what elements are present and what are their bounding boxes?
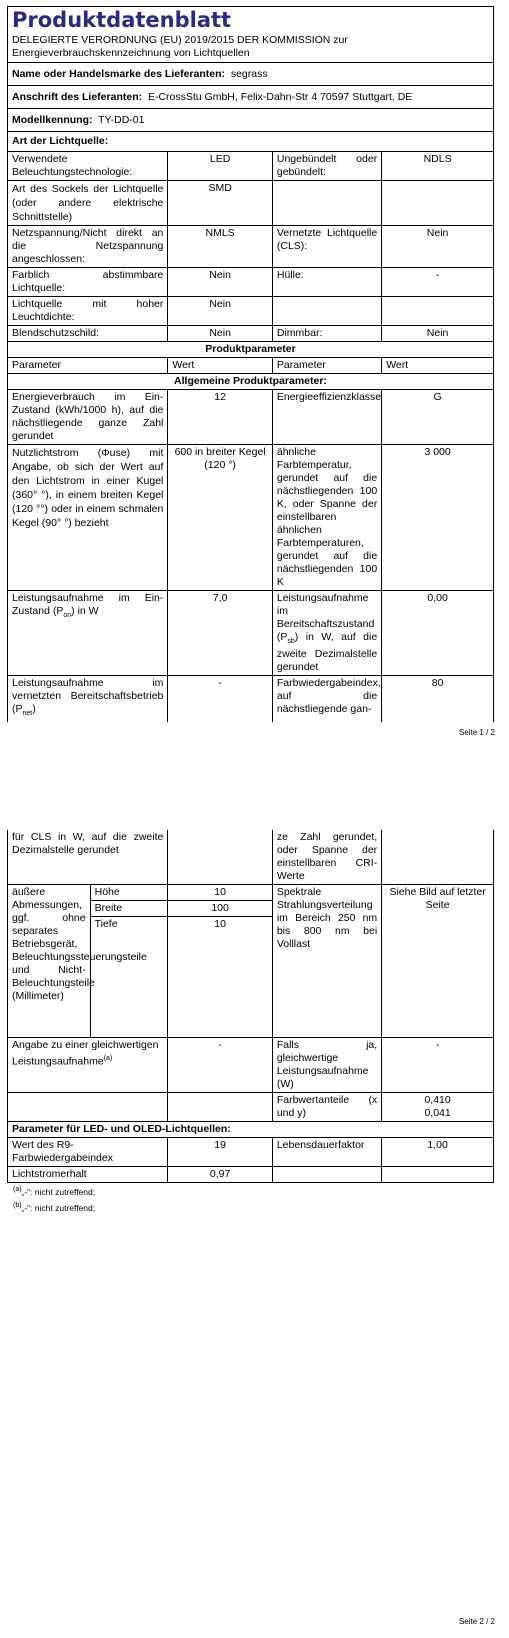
table-row bbox=[8, 885, 494, 901]
empty-cell bbox=[382, 297, 494, 326]
eec-label: Energieeffizienzklasse bbox=[272, 390, 381, 445]
tech-label: Verwendete Beleuchtungstechnologie: bbox=[8, 152, 168, 181]
footnote-a-text: „-“: nicht zutreffend; bbox=[21, 1186, 96, 1197]
envelope-label: Hülle: bbox=[272, 268, 381, 297]
glare-value: Nein bbox=[168, 326, 272, 342]
spd-label: Spektrale Strahlungsverteilung im Bereich 250 nm bis 800 nm bei Volllast bbox=[272, 885, 381, 1038]
survival-value: 1,00 bbox=[382, 1138, 494, 1167]
r9-label: Wert des R9-Farbwiedergabeindex bbox=[8, 1138, 168, 1167]
envelope-value: - bbox=[382, 268, 494, 297]
col-header-value: Wert bbox=[382, 358, 494, 374]
table-row bbox=[8, 297, 494, 326]
glare-label: Blendschutzschild: bbox=[8, 326, 168, 342]
tunable-value: Nein bbox=[168, 268, 272, 297]
eec-value: G bbox=[382, 390, 494, 445]
tunable-label: Farblich abstimmbare Lichtquelle: bbox=[8, 268, 168, 297]
flux-value: 600 in breiter Kegel (120 °) bbox=[168, 445, 272, 591]
chroma-y: 0,041 bbox=[424, 1107, 451, 1119]
height-label: Höhe bbox=[90, 885, 168, 901]
mains-value: NMLS bbox=[168, 226, 272, 268]
pnet-sub: net bbox=[22, 710, 33, 718]
pon-label-b: ) in W bbox=[71, 605, 99, 617]
equiv-value: - bbox=[168, 1038, 272, 1093]
pon-value: 7,0 bbox=[168, 591, 272, 676]
empty-cell bbox=[168, 830, 272, 885]
general-params-heading: Allgemeine Produktparameter: bbox=[8, 374, 494, 390]
table-row bbox=[8, 1093, 494, 1122]
table-row bbox=[8, 1138, 494, 1167]
empty-cell bbox=[272, 1167, 381, 1183]
empty-cell bbox=[8, 1093, 168, 1122]
dimmable-value: Nein bbox=[382, 326, 494, 342]
product-params-continued-table bbox=[7, 830, 494, 1183]
lumen-value: 0,97 bbox=[168, 1167, 272, 1183]
regulation-text: DELEGIERTE VERORDNUNG (EU) 2019/2015 DER KOMMISSION zur Energieverbrauchskennzeichnung von Lichtquellen bbox=[8, 34, 493, 63]
page-1 bbox=[7, 6, 494, 722]
table-row bbox=[8, 390, 494, 445]
footnote-b-mark: (b) bbox=[13, 1201, 22, 1209]
height-value: 10 bbox=[168, 885, 272, 901]
r9-value: 19 bbox=[168, 1138, 272, 1167]
table-row bbox=[8, 326, 494, 342]
led-params-heading: Parameter für LED- und OLED-Lichtquellen: bbox=[8, 1122, 494, 1138]
col-header-value: Wert bbox=[168, 358, 272, 374]
table-row bbox=[8, 676, 494, 723]
table-row bbox=[8, 1038, 494, 1093]
pon-label-a: Leistungsaufnahme im Ein-Zustand (P bbox=[12, 592, 164, 617]
energy-value: 12 bbox=[168, 390, 272, 445]
address-label: Anschrift des Lieferanten: bbox=[12, 91, 143, 103]
equiv-label bbox=[8, 1038, 168, 1093]
unbundled-value: NDLS bbox=[382, 152, 494, 181]
page-title: Produktdatenblatt bbox=[12, 8, 232, 32]
empty-cell bbox=[272, 297, 381, 326]
page-number-2: Seite 2 / 2 bbox=[458, 1617, 495, 1626]
table-row bbox=[8, 152, 494, 181]
cct-label: ähnliche Farbtemperatur, gerundet auf die nächstliegenden 100 K, oder Spanne der einstellbaren ähnlichen Farbtemperaturen, gerundet auf die nächstliegenden 100 K bbox=[272, 445, 381, 591]
footnote-a bbox=[7, 1183, 494, 1199]
model-value: TY-DD-01 bbox=[98, 114, 145, 126]
hld-label: Lichtquelle mit hoher Leuchtdichte: bbox=[8, 297, 168, 326]
cri-label-part2: ze Zahl gerundet, oder Spanne der einstellbaren CRI-Werte bbox=[272, 830, 381, 885]
dims-label: äußere Abmessungen, ggf. ohne separates Betriebsgerät, Beleuchtungssteuerungsteile und Nicht-Beleuchtungsteile (Millimeter) bbox=[8, 885, 91, 1038]
light-source-table bbox=[7, 152, 494, 722]
chroma-label: Farbwertanteile (x und y) bbox=[272, 1093, 381, 1122]
empty-cell bbox=[382, 830, 494, 885]
survival-label: Lebensdauerfaktor bbox=[272, 1138, 381, 1167]
pnet-label-continued: für CLS in W, auf die zweite Dezimalstelle gerundet bbox=[8, 830, 168, 885]
table-row bbox=[8, 1122, 494, 1138]
supplier-value: segrass bbox=[230, 68, 268, 80]
model-label: Modellkennung: bbox=[12, 114, 93, 126]
equiv-power-label: Falls ja, gleichwertige Leistungsaufnahme (W) bbox=[272, 1038, 381, 1093]
cls-value: Nein bbox=[382, 226, 494, 268]
cct-value: 3 000 bbox=[382, 445, 494, 591]
empty-cell bbox=[382, 181, 494, 226]
table-row bbox=[8, 374, 494, 390]
supplier-row bbox=[8, 63, 493, 86]
width-label: Breite bbox=[90, 901, 168, 917]
model-row bbox=[8, 109, 493, 132]
hld-value: Nein bbox=[168, 297, 272, 326]
chroma-values bbox=[382, 1093, 494, 1122]
psb-value: 0,00 bbox=[382, 591, 494, 676]
pnet-value: - bbox=[168, 676, 272, 723]
psb-label-b: ) in W, auf die zweite Dezimalstelle gerundet bbox=[276, 631, 378, 674]
table-row bbox=[8, 1167, 494, 1183]
dimmable-label: Dimmbar: bbox=[272, 326, 381, 342]
depth-label: Tiefe bbox=[90, 917, 168, 1038]
supplier-label: Name oder Handelsmarke des Lieferanten: bbox=[12, 68, 225, 80]
pon-sub: on bbox=[63, 612, 72, 620]
chroma-x: 0,410 bbox=[424, 1094, 451, 1106]
table-row bbox=[8, 181, 494, 226]
col-header-param: Parameter bbox=[8, 358, 168, 374]
cri-value: 80 bbox=[382, 676, 494, 723]
page-number-1: Seite 1 / 2 bbox=[458, 728, 495, 737]
footnote-a-mark: (a) bbox=[13, 1186, 22, 1193]
table-row bbox=[8, 830, 494, 885]
table-row bbox=[8, 342, 494, 358]
psb-label-a: Leistungsaufnahme im Bereitschaftszustand (P bbox=[276, 592, 375, 643]
product-params-heading: Produktparameter bbox=[8, 342, 494, 358]
table-row bbox=[8, 226, 494, 268]
psb-label bbox=[272, 591, 381, 676]
table-row bbox=[8, 358, 494, 374]
tech-value: LED bbox=[168, 152, 272, 181]
cls-label: Vernetzte Lichtquelle (CLS): bbox=[272, 226, 381, 268]
equiv-power-value: - bbox=[382, 1038, 494, 1093]
cap-value: SMD bbox=[168, 181, 272, 226]
empty-cell bbox=[382, 1167, 494, 1183]
psb-sub: sb bbox=[287, 638, 295, 646]
pnet-label-a: Leistungsaufnahme im vernetzten Bereitschaftsbetrieb (P bbox=[12, 677, 164, 716]
empty-cell bbox=[272, 181, 381, 226]
address-row bbox=[8, 86, 493, 109]
header-box bbox=[7, 6, 494, 152]
mains-label: Netzspannung/Nicht direkt an die Netzspannung angeschlossen: bbox=[8, 226, 168, 268]
lumen-label: Lichtstromerhalt bbox=[8, 1167, 168, 1183]
table-row bbox=[8, 268, 494, 297]
pnet-label bbox=[8, 676, 168, 723]
unbundled-label: Ungebündelt oder gebündelt: bbox=[272, 152, 381, 181]
equiv-label-text: Angabe zu einer gleichwertigen Leistungsaufnahme bbox=[12, 1039, 159, 1068]
empty-cell bbox=[168, 1093, 272, 1122]
pnet-label-b: ) bbox=[32, 703, 36, 716]
spd-value: Siehe Bild auf letzter Seite bbox=[382, 885, 494, 1038]
table-row bbox=[8, 591, 494, 676]
col-header-param: Parameter bbox=[272, 358, 381, 374]
cri-label-part1: Farbwiedergabeindex, auf die nächstliegende gan- bbox=[272, 676, 381, 723]
energy-label: Energieverbrauch im Ein-Zustand (kWh/1000 h), auf die nächstliegende ganze Zahl gerundet bbox=[8, 390, 168, 445]
cap-label: Art des Sockels der Lichtquelle (oder andere elektrische Schnittstelle) bbox=[8, 181, 168, 226]
table-row bbox=[8, 445, 494, 591]
light-source-heading: Art der Lichtquelle: bbox=[8, 132, 493, 152]
pon-label bbox=[8, 591, 168, 676]
page-2 bbox=[7, 830, 494, 1215]
equiv-sup: (a) bbox=[103, 1055, 113, 1062]
footnote-b-text: „-“: nicht zutreffend; bbox=[21, 1202, 96, 1213]
address-value: E-CrossStu GmbH, Felix-Dahn-Str 4 70597 Stuttgart, DE bbox=[147, 91, 413, 103]
width-value: 100 bbox=[168, 901, 272, 917]
flux-label: Nutzlichtstrom (Φuse) mit Angabe, ob sich der Wert auf den Lichtstrom in einer Kugel (360° °), in einem breiten Kegel (120 °°) oder in einem schmalen Kegel (90° °) bezieht bbox=[8, 445, 168, 591]
footnote-b bbox=[7, 1199, 494, 1215]
depth-value: 10 bbox=[168, 917, 272, 1038]
